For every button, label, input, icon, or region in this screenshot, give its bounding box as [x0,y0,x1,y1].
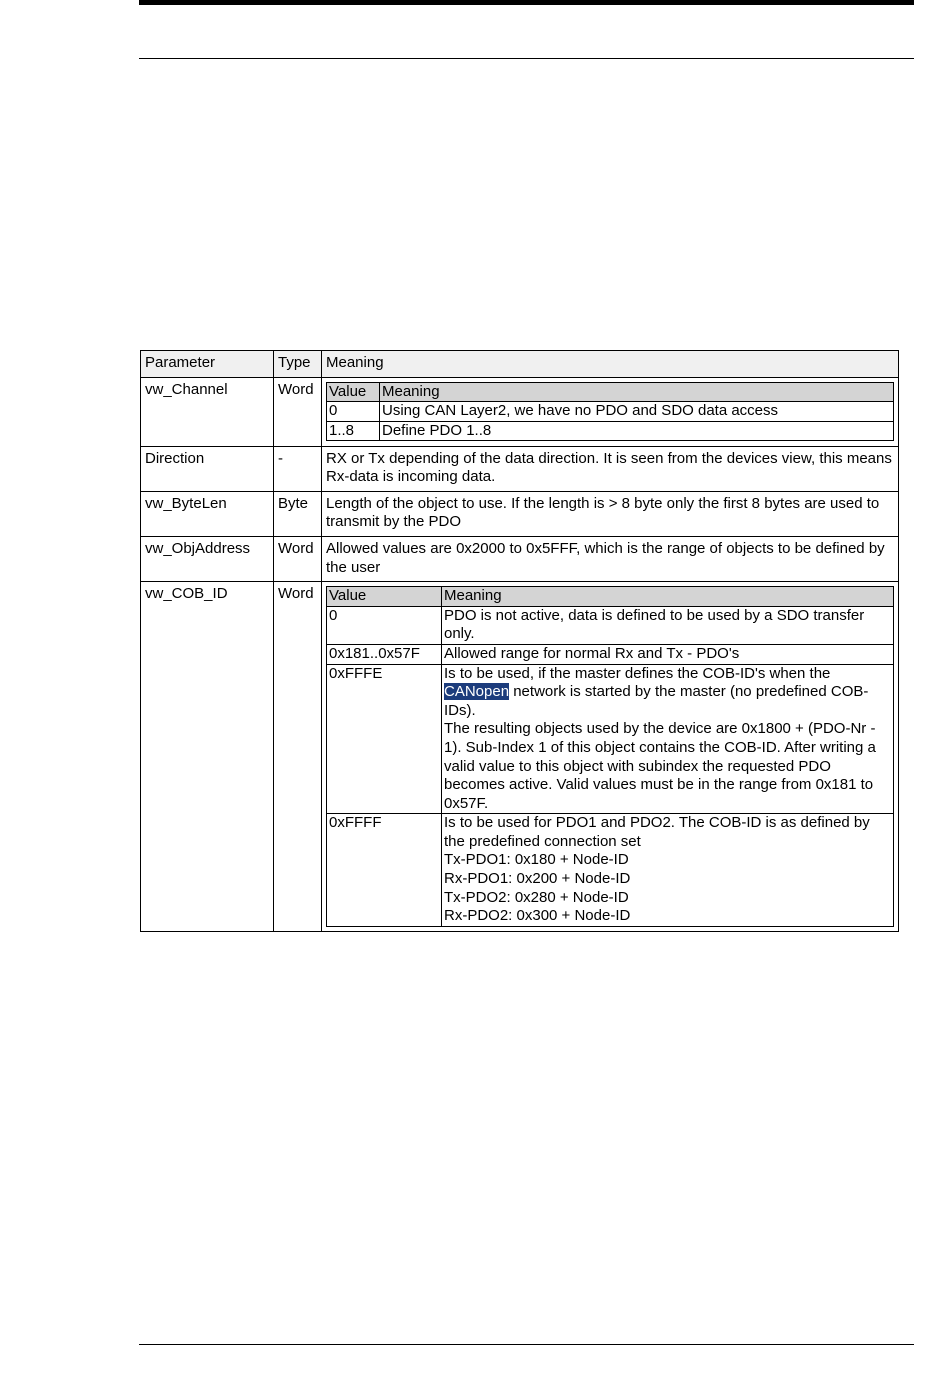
inner-value-cell: 1..8 [327,421,380,441]
meaning-cell [322,377,899,446]
parameter-cell: vw_ByteLen [141,491,274,536]
inner-meaning-cell: Using CAN Layer2, we have no PDO and SDO data access [380,402,894,422]
inner-row [327,664,894,814]
meaning-cell [322,582,899,932]
meaning-line: Tx-PDO1: 0x180 + Node-ID [444,851,629,869]
column-header-type: Type [274,351,322,378]
table-row [141,377,899,446]
selected-text-highlight[interactable]: CANopen [444,683,510,701]
inner-meaning-cell: PDO is not active, data is defined to be used by a SDO transfer only. [442,606,894,644]
type-cell: Word [274,377,322,446]
meaning-text: network is started by the master (no predefined COB-IDs). [444,683,869,719]
inner-meaning-cell [442,664,894,814]
meaning-text: Is to be used for PDO1 and PDO2. The COB-ID is as defined by the predefined connection set [444,814,870,850]
inner-value-cell: 0xFFFF [327,814,442,927]
table-row [141,582,899,932]
meaning-line: Tx-PDO2: 0x280 + Node-ID [444,888,629,906]
meaning-line: Rx-PDO2: 0x300 + Node-ID [444,907,631,925]
meaning-cell: Allowed values are 0x2000 to 0x5FFF, which is the range of objects to be defined by the user [322,536,899,581]
inner-header-row [327,382,894,402]
table-row [141,536,899,581]
table-header-row [141,351,899,378]
type-cell: - [274,446,322,491]
column-header-meaning: Meaning [322,351,899,378]
header-bottom-rule [139,58,914,59]
inner-row [327,402,894,422]
inner-row [327,606,894,644]
type-cell: Byte [274,491,322,536]
footer-rule [139,1344,914,1345]
inner-header-meaning: Meaning [380,382,894,402]
inner-row [327,644,894,664]
inner-value-cell: 0x181..0x57F [327,644,442,664]
parameter-cell: vw_Channel [141,377,274,446]
inner-value-cell: 0xFFFE [327,664,442,814]
meaning-text: Is to be used, if the master defines the COB-ID's when the [444,664,831,682]
inner-meaning-cell: Allowed range for normal Rx and Tx - PDO's [442,644,894,664]
inner-meaning-cell [442,814,894,927]
parameter-cell: vw_ObjAddress [141,536,274,581]
column-header-parameter: Parameter [141,351,274,378]
inner-header-meaning: Meaning [442,587,894,607]
inner-header-row [327,587,894,607]
cob-id-value-table [326,586,894,927]
inner-row [327,814,894,927]
header-top-rule [139,0,914,5]
inner-row [327,421,894,441]
parameter-table [140,350,899,932]
inner-header-value: Value [327,587,442,607]
meaning-text-extra: The resulting objects used by the device are 0x1800 + (PDO-Nr - 1). Sub-Index 1 of this object contains the COB-ID. After writing a valid value to this object with subindex the requested PDO becomes active. Valid values must be in the range from 0x181 to 0x57F. [444,720,876,812]
table-row [141,446,899,491]
parameter-cell: vw_COB_ID [141,582,274,932]
type-cell: Word [274,536,322,581]
inner-value-cell: 0 [327,606,442,644]
table-row [141,491,899,536]
inner-value-cell: 0 [327,402,380,422]
meaning-line: Rx-PDO1: 0x200 + Node-ID [444,870,631,888]
meaning-cell: RX or Tx depending of the data direction. It is seen from the devices view, this means Rx-data is incoming data. [322,446,899,491]
channel-value-table [326,382,894,442]
inner-header-value: Value [327,382,380,402]
parameter-cell: Direction [141,446,274,491]
inner-meaning-cell: Define PDO 1..8 [380,421,894,441]
meaning-cell: Length of the object to use. If the length is > 8 byte only the first 8 bytes are used to transmit by the PDO [322,491,899,536]
type-cell: Word [274,582,322,932]
